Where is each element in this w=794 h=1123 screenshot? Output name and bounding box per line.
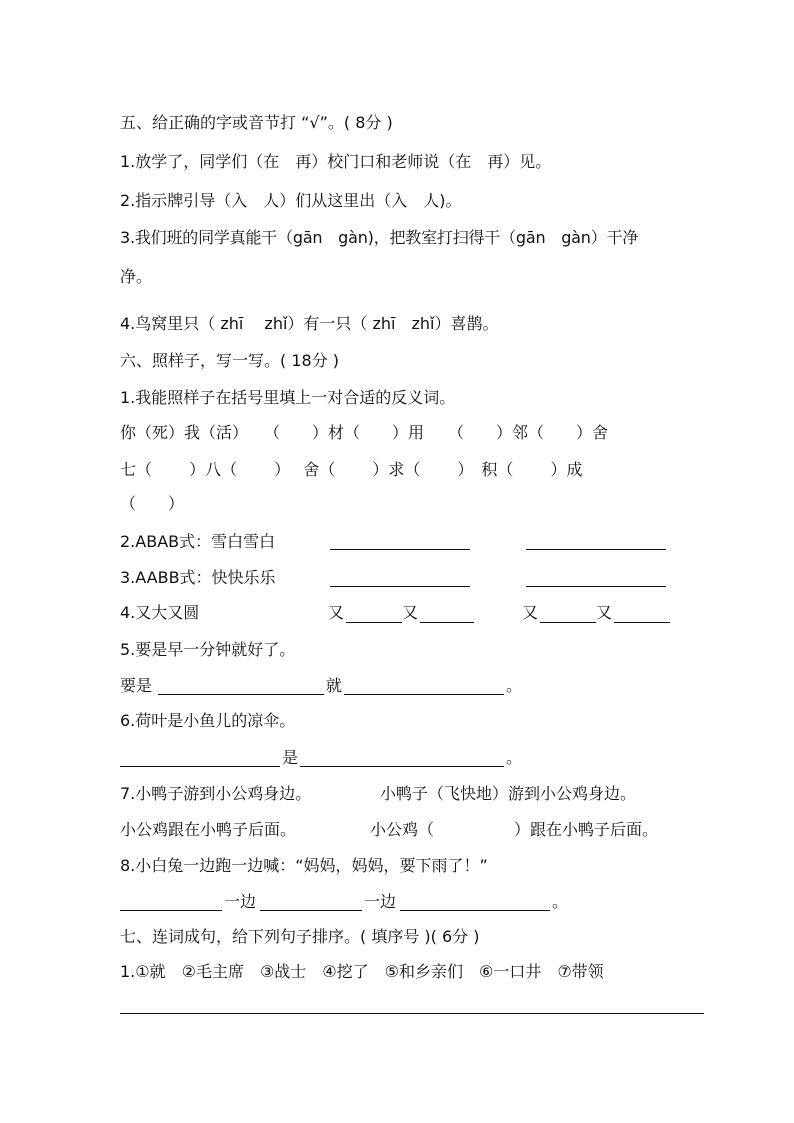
yaoshi-blank[interactable]: [158, 694, 324, 695]
yibian-blank-1[interactable]: [120, 910, 222, 911]
section-5-question-3: 3.我们班的同学真能干（gān gàn)，把教室打扫得干（gān gàn）干净: [120, 228, 639, 247]
period: 。: [506, 676, 523, 695]
yaoshi-label: 要是: [120, 676, 153, 695]
section-5-question-2: 2.指示牌引导（入 人）们从这里出（入 人)。: [120, 191, 462, 210]
you-char: 又: [402, 603, 419, 622]
shi-label: 是: [282, 748, 299, 767]
antonym-row-2: 七（ ）八（ ） 舍（ ）求（ ） 积（ ）成: [120, 460, 583, 479]
you-blank-3[interactable]: [540, 622, 596, 623]
section-6-question-7-example: 7.小鸭子游到小公鸡身边。: [120, 784, 312, 803]
aabb-label: 3.AABB式：快快乐乐: [120, 568, 276, 587]
section-6-question-8: 8.小白兔一边跑一边喊：“妈妈，妈妈，要下雨了！”: [120, 856, 488, 875]
section-5-question-1: 1.放学了，同学们（在 再）校门口和老师说（在 再）见。: [120, 152, 552, 171]
antonym-row-3: （ ）: [120, 494, 185, 513]
section-7-title: 七、连词成句，给下列句子排序。( 填序号 )( 6分 ): [120, 927, 480, 946]
section-5-title: 五、给正确的字或音节打 “√”。( 8分 ): [120, 113, 393, 132]
antonym-row-1: 你（死）我（活） （ ）材（ ）用 （ ）邻（ ）舍: [120, 423, 609, 442]
you-char: 又: [328, 603, 345, 622]
you-blank-2[interactable]: [420, 622, 474, 623]
abab-answer-blank-1[interactable]: [330, 549, 470, 550]
section-6-question-7-prompt: 小公鸡跟在小鸭子后面。: [120, 820, 297, 839]
period: 。: [552, 892, 569, 911]
section-6-question-6: 6.荷叶是小鱼儿的凉伞。: [120, 711, 296, 730]
you-da-you-yuan-label: 4.又大又圆: [120, 603, 200, 622]
abab-answer-blank-2[interactable]: [526, 549, 666, 550]
jiu-blank[interactable]: [344, 694, 504, 695]
you-char: 又: [596, 603, 613, 622]
section-6-question-5: 5.要是早一分钟就好了。: [120, 640, 296, 659]
yibian-blank-3[interactable]: [400, 910, 550, 911]
section-6-question-7-example-answer: 小鸭子（飞快地）游到小公鸡身边。: [380, 784, 637, 803]
aabb-answer-blank-2[interactable]: [526, 586, 666, 587]
section-5-question-3-continued: 净。: [120, 267, 153, 286]
section-6-title: 六、照样子，写一写。( 18分 ): [120, 351, 340, 370]
section-7-answer-line[interactable]: [120, 1013, 704, 1014]
yibian-blank-2[interactable]: [260, 910, 362, 911]
section-6-question-7-fill: 小公鸡（ ）跟在小鸭子后面。: [370, 820, 659, 839]
you-blank-1[interactable]: [346, 622, 402, 623]
yibian-label: 一边: [364, 892, 397, 911]
shi-blank-2[interactable]: [300, 766, 504, 767]
shi-blank-1[interactable]: [120, 766, 280, 767]
abab-label: 2.ABAB式：雪白雪白: [120, 532, 276, 551]
yibian-label: 一边: [224, 892, 257, 911]
section-5-question-4: 4.鸟窝里只（ zhī zhǐ）有一只（ zhī zhǐ）喜鹊。: [120, 314, 499, 333]
section-6-question-1: 1.我能照样子在括号里填上一对合适的反义词。: [120, 388, 456, 407]
period: 。: [506, 748, 523, 767]
section-7-question-1: 1.①就 ②毛主席 ③战士 ④挖了 ⑤和乡亲们 ⑥一口井 ⑦带领: [120, 962, 604, 981]
jiu-label: 就: [326, 676, 343, 695]
you-blank-4[interactable]: [614, 622, 670, 623]
you-char: 又: [522, 603, 539, 622]
aabb-answer-blank-1[interactable]: [330, 586, 470, 587]
